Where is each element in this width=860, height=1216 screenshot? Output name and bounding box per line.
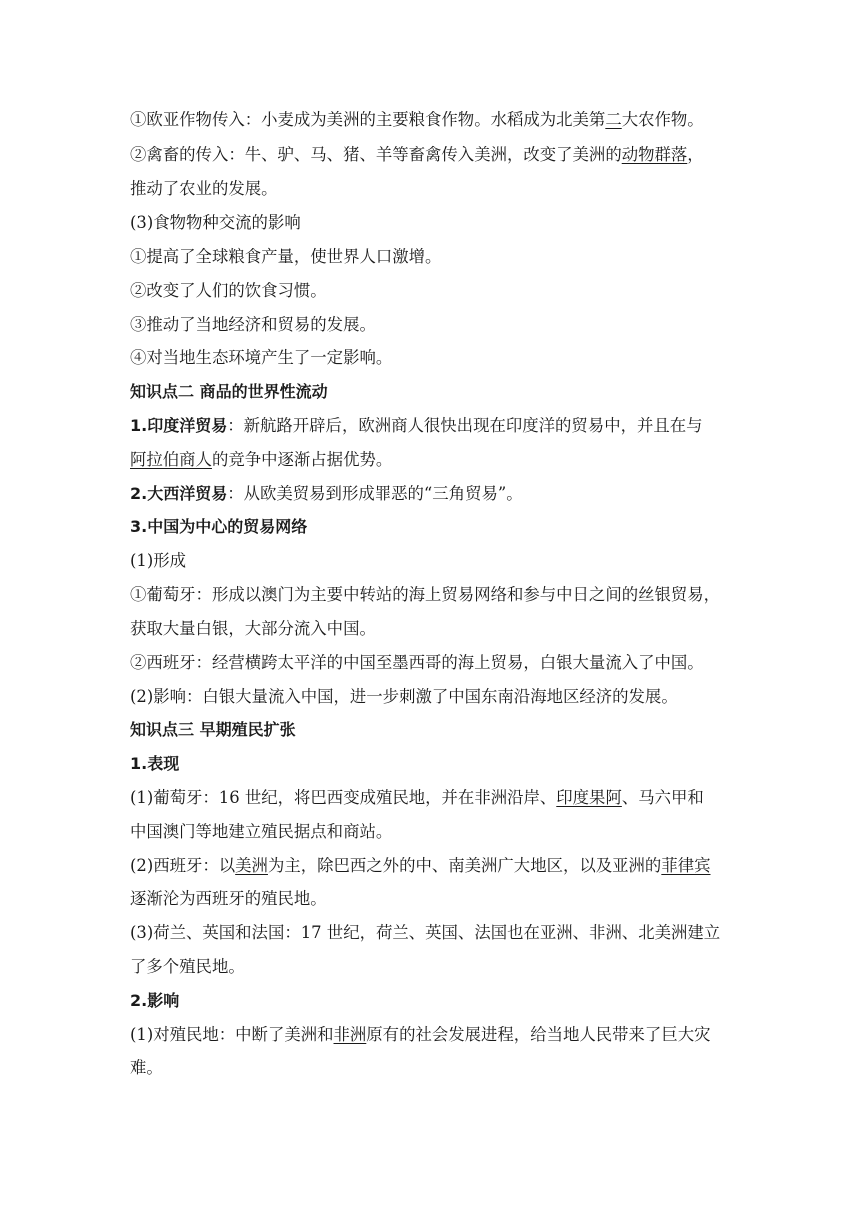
- text-line: (1)对殖民地：中断了美洲和非洲原有的社会发展进程，给当地人民带来了巨大灾: [130, 1025, 711, 1044]
- text-line: (2)西班牙：以美洲为主，除巴西之外的中、南美洲广大地区，以及亚洲的菲律宾: [130, 856, 711, 875]
- text-line: ②西班牙：经营横跨太平洋的中国至墨西哥的海上贸易，白银大量流入了中国。: [130, 653, 704, 672]
- text-line: 2.大西洋贸易：从欧美贸易到形成罪恶的“三角贸易”。: [130, 484, 523, 503]
- underlined-term: 菲律宾: [661, 856, 711, 875]
- list-item: ③推动了当地经济和贸易的发展。: [130, 315, 376, 334]
- text-line: 阿拉伯商人的竞争中逐渐占据优势。: [130, 450, 393, 469]
- item-heading: 3.中国为中心的贸易网络: [130, 517, 308, 536]
- item-heading: 1.印度洋贸易: [130, 416, 228, 435]
- text-line: ①葡萄牙：形成以澳门为主要中转站的海上贸易网络和参与中日之间的丝银贸易，: [130, 585, 721, 604]
- text-line: ②禽畜的传入：牛、驴、马、猪、羊等畜禽传入美洲，改变了美洲的动物群落，: [130, 145, 704, 164]
- text-line: ①欧亚作物传入：小麦成为美洲的主要粮食作物。水稻成为北美第二大农作物。: [130, 110, 704, 129]
- text-line: (3)荷兰、英国和法国：17 世纪，荷兰、英国、法国也在亚洲、非洲、北美洲建立: [130, 923, 721, 942]
- item-heading: 1.表现: [130, 754, 180, 773]
- subsection-heading: (1)形成: [130, 551, 186, 570]
- underlined-term: 动物群落: [621, 145, 688, 164]
- underlined-term: 美洲: [235, 856, 268, 875]
- section-heading: 知识点三 早期殖民扩张: [130, 720, 296, 739]
- list-item: ①提高了全球粮食产量，使世界人口激增。: [130, 247, 442, 266]
- text-line: 推动了农业的发展。: [130, 179, 278, 198]
- section-heading: 知识点二 商品的世界性流动: [130, 382, 328, 401]
- item-heading: 2.影响: [130, 991, 180, 1010]
- text-line: 难。: [130, 1058, 163, 1077]
- underlined-term: 非洲: [333, 1025, 367, 1044]
- underlined-term: 二: [605, 110, 622, 129]
- text-line: 逐渐沦为西班牙的殖民地。: [130, 889, 327, 908]
- text-line: 获取大量白银，大部分流入中国。: [130, 619, 376, 638]
- subsection-heading: (3)食物物种交流的影响: [130, 213, 301, 232]
- list-item: ②改变了人们的饮食习惯。: [130, 281, 327, 300]
- text-line: 了多个殖民地。: [130, 957, 245, 976]
- underlined-term: 印度果阿: [556, 788, 622, 807]
- text-line: 1.印度洋贸易：新航路开辟后，欧洲商人很快出现在印度洋的贸易中，并且在与: [130, 416, 703, 435]
- text-line: (2)影响：白银大量流入中国，进一步刺激了中国东南沿海地区经济的发展。: [130, 687, 678, 706]
- underlined-term: 阿拉伯商人: [130, 450, 212, 469]
- list-item: ④对当地生态环境产生了一定影响。: [130, 348, 393, 367]
- text-line: 中国澳门等地建立殖民据点和商站。: [130, 822, 393, 841]
- item-heading: 2.大西洋贸易: [130, 484, 228, 503]
- text-line: (1)葡萄牙：16 世纪，将巴西变成殖民地，并在非洲沿岸、印度果阿、马六甲和: [130, 788, 704, 807]
